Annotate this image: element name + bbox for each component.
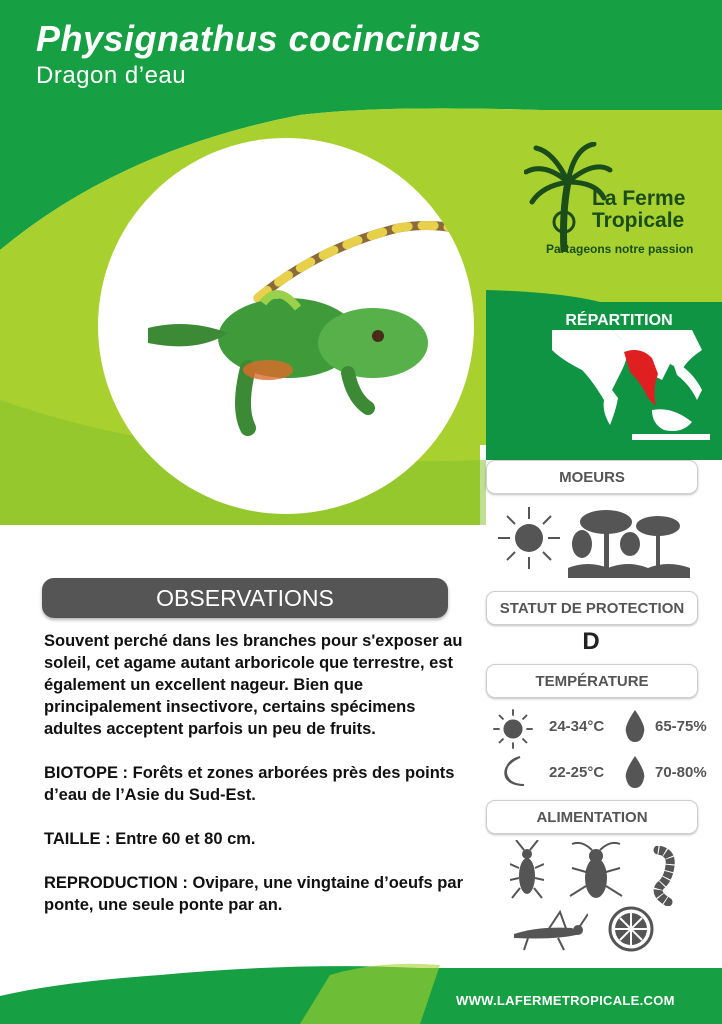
grasshopper-icon (508, 908, 588, 952)
reproduction-paragraph (44, 872, 464, 916)
sun-icon (496, 505, 562, 571)
night-temperature: 22-25°C (549, 764, 605, 781)
lizard-illustration (98, 138, 474, 514)
biotope-label: BIOTOPE : (44, 764, 129, 782)
forest-trees-icon (568, 504, 690, 578)
common-name: Dragon d’eau (36, 62, 187, 89)
alimentation-pill: ALIMENTATION (486, 800, 698, 834)
taille-text: Entre 60 et 80 cm. (110, 830, 256, 848)
taille-label: TAILLE : (44, 830, 111, 848)
biotope-paragraph (44, 762, 464, 806)
night-moon-icon (500, 755, 530, 787)
logo-title (592, 188, 685, 232)
night-humidity: 70-80% (655, 764, 707, 781)
moeurs-pill: MOEURS (486, 460, 698, 494)
mealworm-icon (650, 846, 680, 906)
day-humidity: 65-75% (655, 718, 707, 735)
cockroach-icon (510, 840, 544, 904)
cricket-icon (568, 838, 624, 906)
protection-pill: STATUT DE PROTECTION (486, 591, 698, 625)
temperature-pill: TEMPÉRATURE (486, 664, 698, 698)
observations-text (44, 630, 464, 938)
day-humidity-drop-icon (624, 710, 646, 742)
logo-title-line2: Tropicale (592, 209, 685, 232)
day-sun-icon (492, 708, 534, 750)
citrus-slice-icon (608, 906, 654, 952)
protection-status: D (582, 628, 600, 655)
observations-description: Souvent perché dans les branches pour s'exposer au soleil, cet agame autant arboricole que terrestre, est également un excellent nageur. Bien que principalement insectivore, certains spécimens adultes acceptent parfois un peu de fruits. (44, 632, 463, 738)
asia-map-icon (552, 330, 712, 448)
website-link[interactable]: WWW.LAFERMETROPICALE.COM (456, 993, 675, 1008)
reproduction-text: Ovipare, une vingtaine d’oeufs par ponte, une seule ponte par an. (44, 874, 463, 914)
day-temperature: 24-34°C (549, 718, 605, 735)
scientific-name: Physignathus cocincinus (36, 18, 482, 59)
lizard-photo (98, 138, 474, 514)
night-humidity-drop-icon (624, 756, 646, 788)
logo-tagline: Partageons notre passion (546, 242, 694, 256)
biotope-text: Forêts et zones arborées près des points d’eau de l’Asie du Sud-Est. (44, 764, 455, 804)
logo-title-line1: La Ferme (592, 187, 686, 210)
taille-paragraph (44, 828, 464, 850)
repartition-title: RÉPARTITION (565, 312, 673, 329)
reproduction-label: REPRODUCTION : (44, 874, 188, 892)
observations-header: OBSERVATIONS (42, 578, 448, 618)
